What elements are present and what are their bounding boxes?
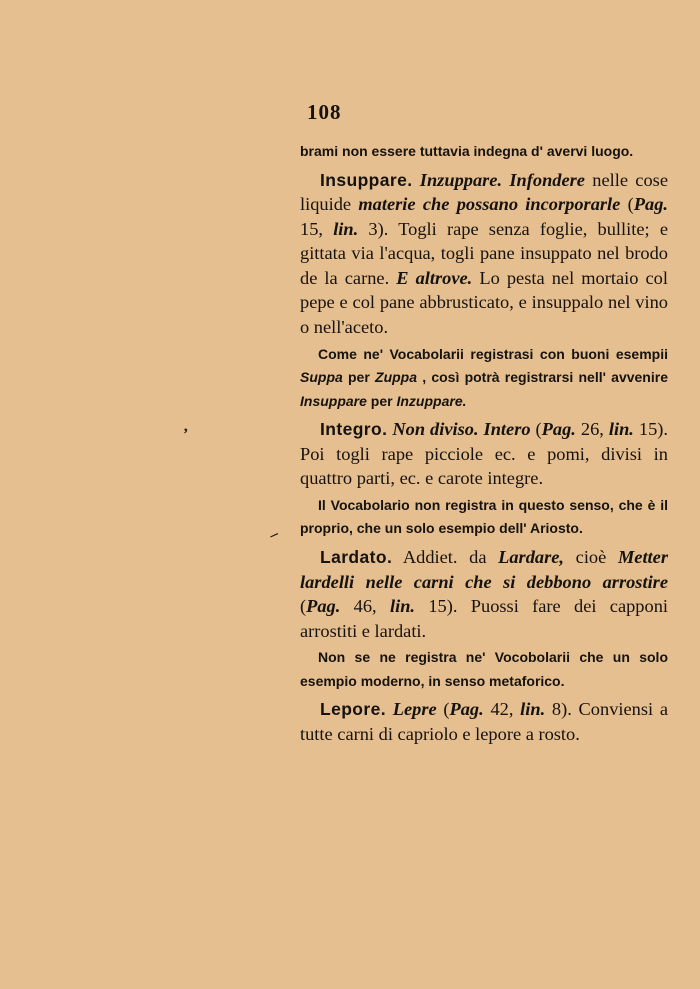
entry-italic: Lepre: [392, 699, 437, 720]
entry-text: 15). Puossi fare dei capponi arrostiti e lardati.: [300, 596, 669, 641]
entry-text: 3). Togli rape senza foglie, bullite; e gittata via l'acqua, togli pane insuppato nel brodo de la carne.: [300, 218, 668, 288]
entry-italic: E altrove.: [396, 267, 473, 288]
entry-headword: Integro.: [320, 419, 388, 440]
entry-ref: lin.: [389, 596, 416, 617]
entry-ref: Pag.: [541, 419, 576, 440]
entry-text: 8). Conviensi a tutte carni di capriolo e lepore a rosto.: [300, 699, 668, 744]
entry-italic: Inzuppare. Infondere: [419, 169, 585, 190]
entry-text: [386, 699, 393, 719]
entry-text: cioè: [564, 546, 618, 567]
note-text: per: [366, 392, 397, 409]
entry-text: (: [530, 419, 542, 440]
entry-note: Non se ne registra ne' Vocobolarii che un solo esempio moderno, in senso metaforico.: [300, 649, 668, 689]
note-italic: Zuppa: [375, 369, 418, 386]
entry-ref: lin.: [333, 218, 359, 239]
entry-insuppare: [300, 168, 668, 340]
note-text: Come ne' Vocabolarii registrasi con buoni esempii: [318, 345, 668, 362]
entry-text: Addiet. da: [392, 546, 499, 567]
note-italic: Inzuppare.: [396, 392, 467, 409]
entry-text: 26,: [575, 419, 609, 440]
entry-ref: lin.: [608, 419, 634, 440]
entry-integro: [300, 417, 668, 491]
entry-italic: Lardare,: [498, 546, 565, 567]
entry-ref: Pag.: [449, 699, 484, 720]
margin-mark: ‒: [266, 525, 282, 544]
note-italic: Suppa: [300, 369, 343, 386]
entry-lepore: [300, 697, 668, 746]
entry-note: [300, 343, 668, 414]
entry-text: 15,: [300, 218, 334, 239]
text-column: [300, 140, 668, 747]
entry-text: (: [620, 194, 634, 215]
entry-text: (: [300, 596, 307, 617]
margin-mark: ’: [183, 426, 189, 443]
entry-headword: Lepore.: [320, 699, 387, 720]
entry-text: (: [436, 699, 450, 720]
note-text: , così potrà registrarsi nell' avvenire: [417, 369, 668, 386]
entry-text: 15). Poi togli rape picciole ec. e pomi, divisi in quattro parti, ec. e carote integre.: [300, 419, 668, 489]
entry-italic: Non diviso. Intero: [392, 419, 531, 440]
entry-italic: Metter lardelli nelle carni che si debbono arrostire: [300, 546, 668, 592]
entry-ref: lin.: [520, 699, 546, 720]
entry-text: nelle cose liquide: [300, 169, 668, 215]
entry-headword: Insuppare.: [320, 169, 413, 190]
note-text: per: [342, 369, 376, 386]
page-number: 108: [307, 100, 342, 124]
entry-text: [413, 170, 420, 190]
continuation-text: brami non essere tuttavia indegna d' avervi luogo.: [300, 143, 634, 159]
entry-ref: Pag.: [633, 194, 668, 215]
note-italic: Insuppare: [300, 392, 367, 409]
entry-text: 46,: [340, 596, 390, 617]
entry-ref: Pag.: [306, 596, 341, 617]
entry-text: 42,: [483, 699, 521, 720]
entry-note: Il Vocabolario non registra in questo senso, che è il proprio, che un solo esempio dell' Ariosto.: [300, 496, 668, 537]
entry-text: Lo pesta nel mortaio col pepe e col pane abbrusticato, e insuppalo nel vino o nell'aceto.: [300, 267, 668, 338]
entry-lardato: [300, 545, 668, 643]
entry-headword: Lardato.: [320, 546, 393, 567]
entry-italic: materie che possano incorporarle: [358, 194, 621, 215]
